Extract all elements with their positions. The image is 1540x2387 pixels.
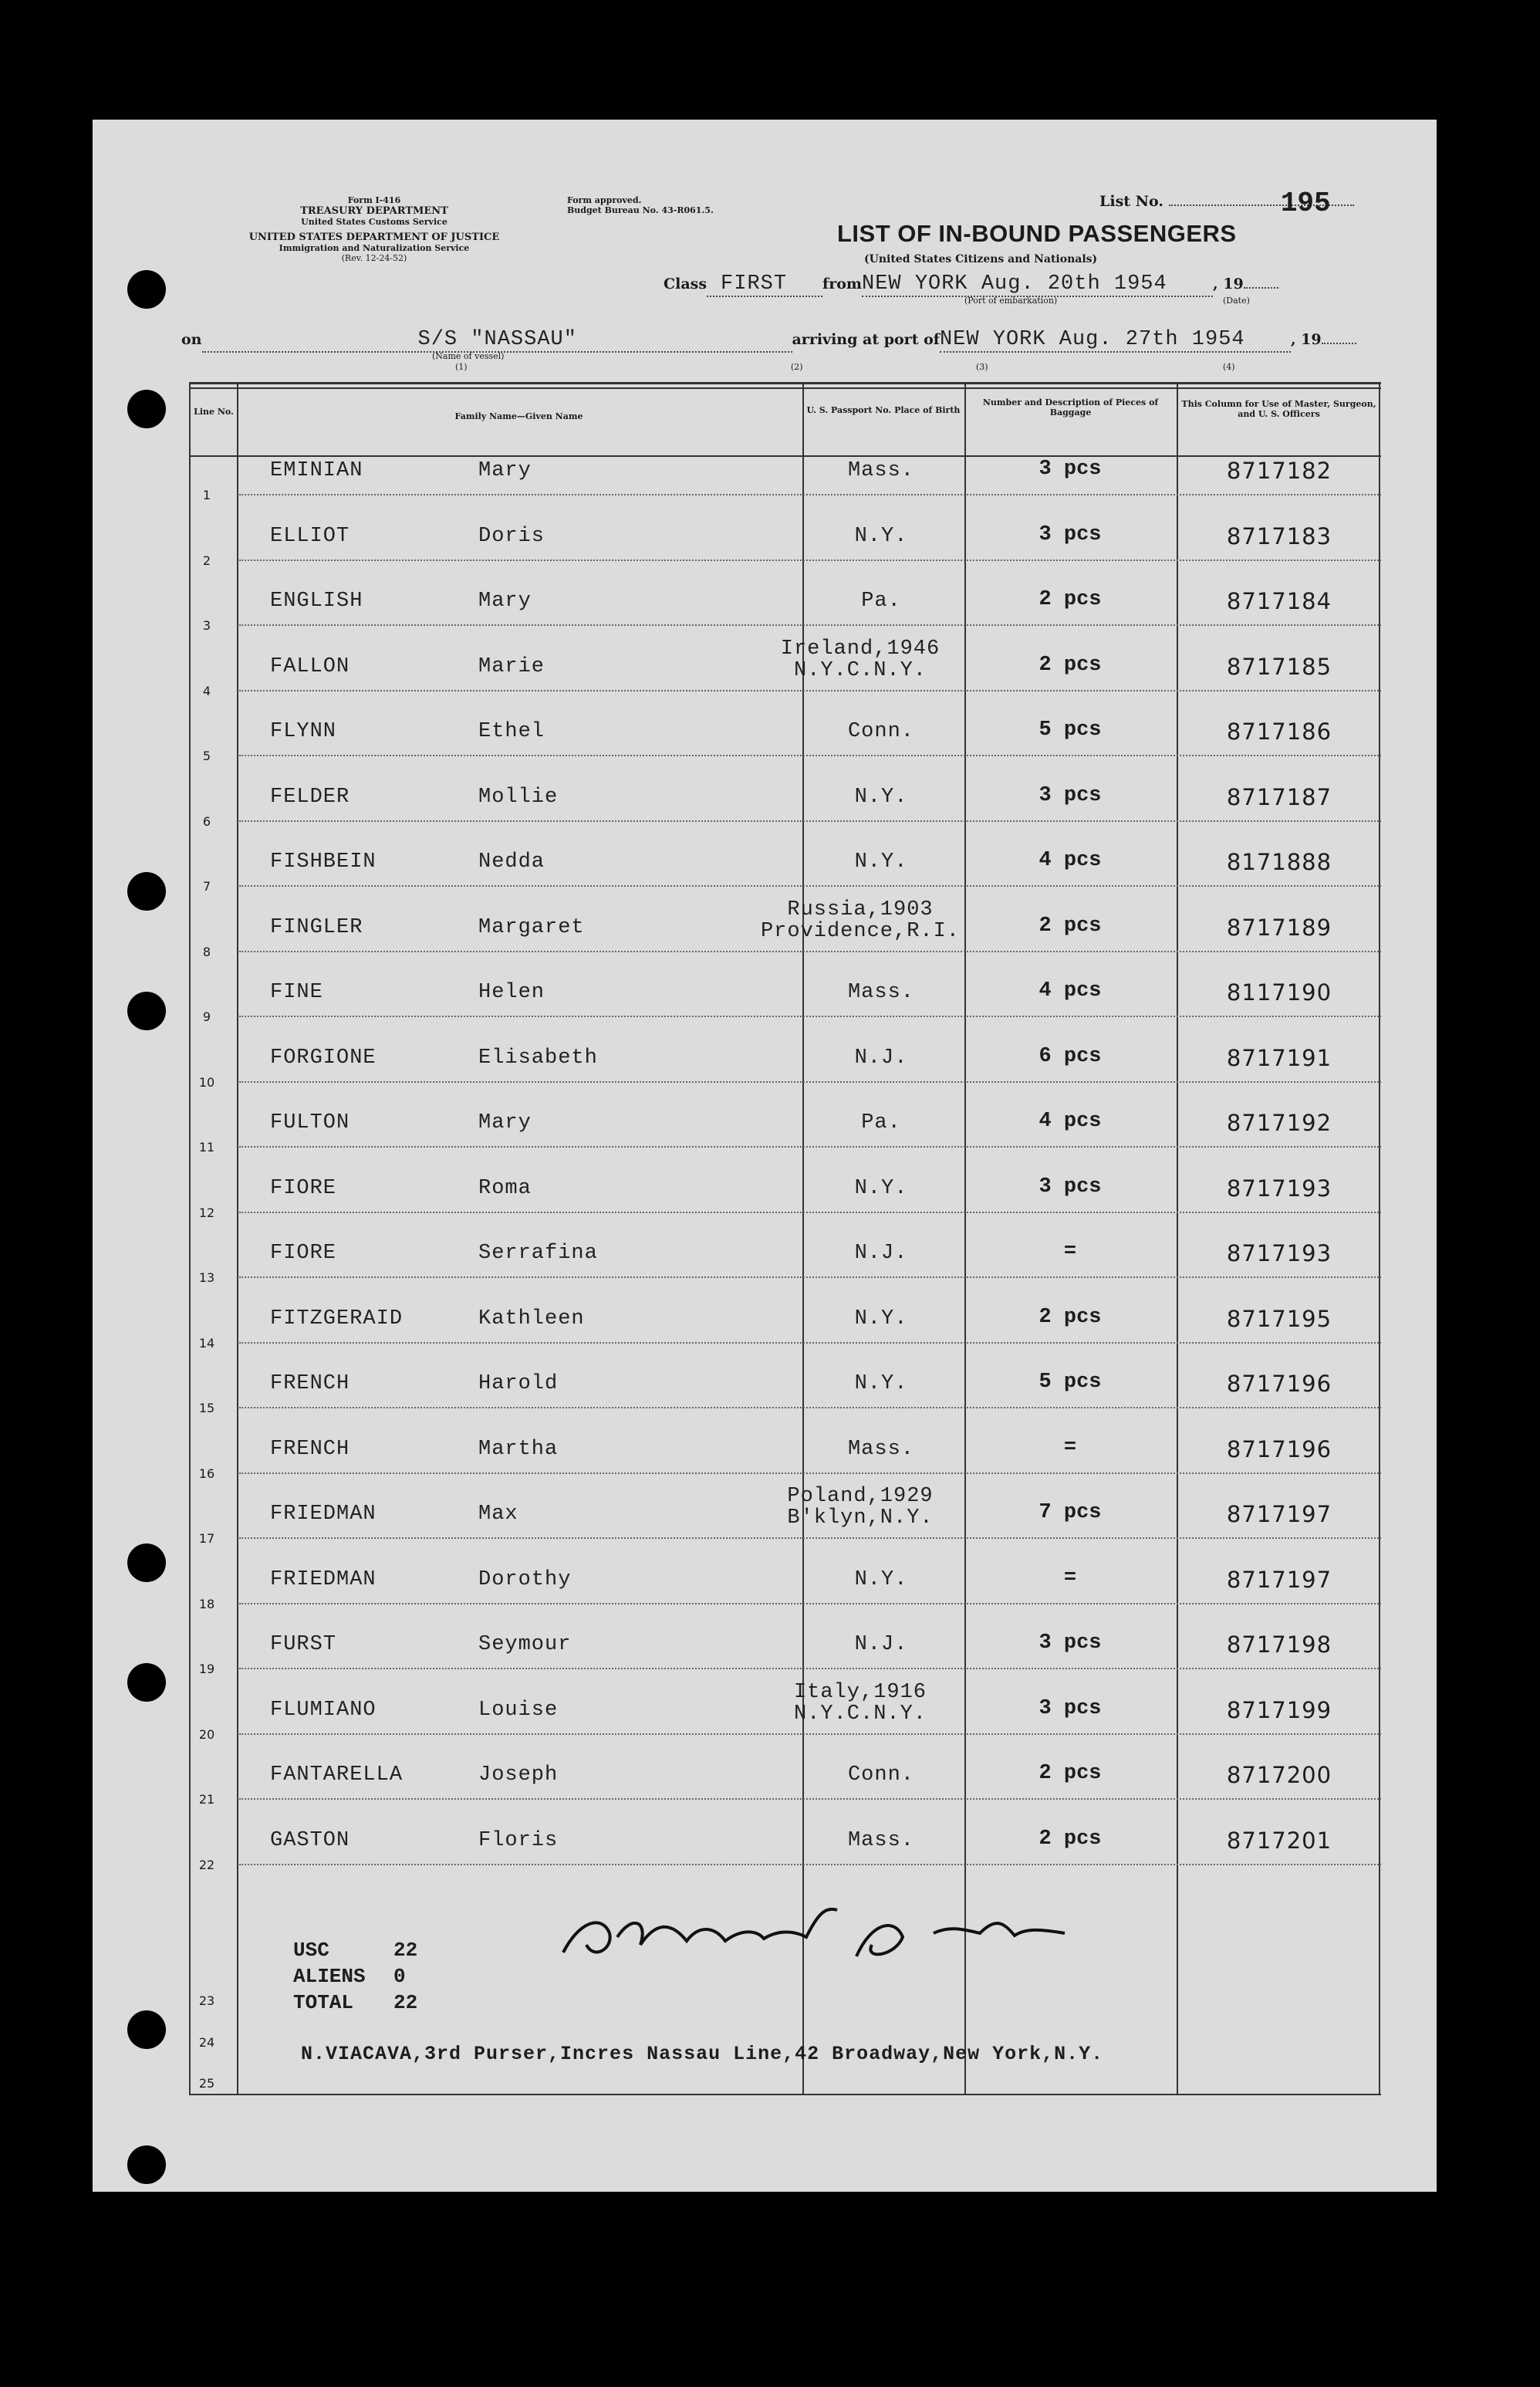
- family-name: ELLIOT: [270, 525, 350, 548]
- line-number: 1: [202, 488, 211, 502]
- table-row: [239, 1537, 1381, 1539]
- officer-number: 8717193: [1226, 1240, 1332, 1266]
- table-row: [239, 494, 1381, 495]
- totals-block: [293, 1937, 417, 2016]
- officer-number: 8717197: [1226, 1567, 1332, 1593]
- binder-hole: [127, 992, 166, 1030]
- col-header-officers: This Column for Use of Master, Surgeon, and U. S. Officers: [1181, 399, 1376, 419]
- baggage-count: =: [1063, 1240, 1077, 1263]
- baggage-count: =: [1063, 1436, 1077, 1459]
- line-number-23: 23: [198, 1993, 215, 2008]
- table-row: [239, 1212, 1381, 1213]
- family-name: FRIEDMAN: [270, 1568, 377, 1591]
- line-number-25: 25: [198, 2076, 215, 2091]
- line-number: 7: [202, 879, 211, 894]
- place-of-birth: N.Y.: [854, 1568, 908, 1591]
- place-of-birth: N.Y.: [854, 850, 908, 874]
- table-row: [239, 755, 1381, 756]
- line-number: 2: [202, 553, 211, 568]
- col-num-2: (2): [791, 362, 803, 372]
- line-number: 22: [198, 1858, 215, 1872]
- officer-number: 8717182: [1226, 458, 1332, 484]
- table-row: [239, 1342, 1381, 1344]
- line-number: 8: [202, 945, 211, 959]
- family-name: FINE: [270, 981, 323, 1004]
- table-row: [239, 1016, 1381, 1017]
- form-subtitle: (United States Citizens and Nationals): [864, 253, 1098, 265]
- given-name: Mollie: [478, 786, 559, 809]
- officer-number: 8171888: [1226, 849, 1332, 875]
- family-name: FANTARELLA: [270, 1763, 404, 1787]
- vessel-name: S/S "NASSAU": [417, 328, 577, 351]
- baggage-count: 7 pcs: [1038, 1501, 1102, 1524]
- table-row: [239, 885, 1381, 887]
- officer-number: 8717200: [1226, 1762, 1332, 1788]
- line-number: 12: [198, 1205, 215, 1220]
- officer-number: 8117190: [1226, 979, 1332, 1006]
- given-name: Doris: [478, 525, 545, 548]
- line-number: 18: [198, 1597, 215, 1611]
- given-name: Helen: [478, 981, 545, 1004]
- baggage-count: 2 pcs: [1038, 1762, 1102, 1785]
- place-of-birth: Italy,1916: [793, 1681, 927, 1704]
- place-of-birth-line-2: N.Y.C.N.Y.: [793, 659, 927, 682]
- table-row: [239, 820, 1381, 822]
- officer-number: 8717199: [1226, 1697, 1332, 1723]
- given-name: Ethel: [478, 720, 545, 743]
- place-of-birth: Russia,1903: [787, 898, 934, 921]
- on-label: on: [181, 331, 202, 348]
- binder-hole: [127, 270, 166, 309]
- officer-number: 8717187: [1226, 784, 1332, 810]
- place-of-birth: Mass.: [847, 981, 914, 1004]
- binder-hole: [127, 390, 166, 428]
- given-name: Seymour: [478, 1633, 572, 1656]
- place-of-birth: N.Y.: [854, 1372, 908, 1395]
- baggage-count: =: [1063, 1567, 1077, 1590]
- line-number: 11: [198, 1140, 215, 1155]
- baggage-count: 3 pcs: [1038, 458, 1102, 481]
- officer-number: 8717196: [1226, 1371, 1332, 1397]
- baggage-count: 2 pcs: [1038, 1306, 1102, 1329]
- col-num-3: (3): [976, 362, 988, 372]
- line-number: 9: [202, 1009, 211, 1024]
- given-name: Serrafina: [478, 1242, 598, 1265]
- place-of-birth: Conn.: [847, 1763, 914, 1787]
- line-number: 6: [202, 814, 211, 829]
- year-suffix: , 19: [1213, 276, 1244, 292]
- date-caption: (Date): [1223, 296, 1250, 306]
- place-of-birth: Mass.: [847, 1438, 914, 1461]
- family-name: FRENCH: [270, 1372, 350, 1395]
- family-name: FIORE: [270, 1177, 337, 1200]
- place-of-birth-line-2: N.Y.C.N.Y.: [793, 1702, 927, 1726]
- given-name: Nedda: [478, 850, 545, 874]
- line-number: 21: [198, 1792, 215, 1807]
- line-number: 4: [202, 684, 211, 698]
- from-value: NEW YORK Aug. 20th 1954: [862, 272, 1167, 296]
- form-title: LIST OF IN-BOUND PASSENGERS: [837, 220, 1237, 247]
- baggage-count: 4 pcs: [1038, 979, 1102, 1002]
- col-header-line-no: Line No.: [194, 407, 234, 417]
- given-name: Mary: [478, 1111, 532, 1134]
- family-name: FRIEDMAN: [270, 1503, 377, 1526]
- baggage-count: 4 pcs: [1038, 849, 1102, 872]
- given-name: Roma: [478, 1177, 532, 1200]
- form-info-block: [174, 195, 575, 263]
- table-row: [239, 1472, 1381, 1474]
- line-number: 5: [202, 749, 211, 763]
- usc-label: USC: [293, 1939, 329, 1962]
- ins-label: Immigration and Naturalization Service: [279, 243, 470, 253]
- arriving-value: NEW YORK Aug. 27th 1954: [939, 328, 1245, 351]
- aliens-label: ALIENS: [293, 1965, 366, 1988]
- table-row: [239, 951, 1381, 952]
- total-value: 22: [393, 1991, 418, 2014]
- given-name: Dorothy: [478, 1568, 572, 1591]
- table-row: [239, 1798, 1381, 1800]
- officer-number: 8717201: [1226, 1827, 1332, 1854]
- place-of-birth-line-2: B'klyn,N.Y.: [787, 1506, 934, 1530]
- place-of-birth: Ireland,1946: [780, 637, 941, 661]
- line-number: 10: [198, 1075, 215, 1090]
- officer-number: 8717198: [1226, 1631, 1332, 1658]
- family-name: GASTON: [270, 1829, 350, 1852]
- officer-number: 8717186: [1226, 718, 1332, 745]
- given-name: Kathleen: [478, 1307, 585, 1330]
- family-name: EMINIAN: [270, 459, 363, 482]
- table-row: [239, 1603, 1381, 1604]
- treasury-label: TREASURY DEPARTMENT: [300, 205, 448, 217]
- aliens-value: 0: [393, 1965, 406, 1988]
- table-row: [239, 1668, 1381, 1669]
- given-name: Mary: [478, 459, 532, 482]
- class-label: Class: [664, 276, 708, 292]
- table-row: [239, 1733, 1381, 1735]
- budget-bureau: Budget Bureau No. 43-R061.5.: [567, 205, 714, 215]
- binder-hole: [127, 1663, 166, 1702]
- officer-number: 8717185: [1226, 654, 1332, 680]
- given-name: Margaret: [478, 916, 585, 939]
- place-of-birth: N.Y.: [854, 786, 908, 809]
- family-name: FRENCH: [270, 1438, 350, 1461]
- place-of-birth: Mass.: [847, 459, 914, 482]
- class-from-line: [664, 272, 1278, 297]
- list-no-label: List No.: [1099, 193, 1163, 210]
- baggage-count: 3 pcs: [1038, 1175, 1102, 1199]
- binder-hole: [127, 2010, 166, 2049]
- baggage-count: 6 pcs: [1038, 1045, 1102, 1068]
- family-name: FINGLER: [270, 916, 363, 939]
- col-header-passport: U. S. Passport No. Place of Birth: [806, 405, 961, 415]
- revision-label: (Rev. 12-24-52): [341, 253, 407, 263]
- vessel-line: [181, 328, 1356, 353]
- justice-label: UNITED STATES DEPARTMENT OF JUSTICE: [248, 232, 500, 243]
- family-name: FELDER: [270, 786, 350, 809]
- table-row: [239, 1081, 1381, 1083]
- place-of-birth: Pa.: [861, 1111, 901, 1134]
- table-row: [239, 690, 1381, 691]
- given-name: Marie: [478, 655, 545, 678]
- given-name: Martha: [478, 1438, 559, 1461]
- place-of-birth: N.Y.: [854, 1307, 908, 1330]
- table-row: [239, 1146, 1381, 1148]
- officer-signature: [532, 1891, 1227, 1976]
- baggage-count: 3 pcs: [1038, 523, 1102, 546]
- form-approved: Form approved.: [567, 195, 642, 205]
- total-label: TOTAL: [293, 1991, 354, 2014]
- officer-number: 8717189: [1226, 915, 1332, 941]
- place-of-birth: N.J.: [854, 1633, 908, 1656]
- col-num-4: (4): [1223, 362, 1235, 372]
- approval-block: [567, 195, 714, 215]
- place-of-birth: N.J.: [854, 1242, 908, 1265]
- table-row: [239, 624, 1381, 626]
- form-page: [93, 120, 1437, 2192]
- col-header-baggage: Number and Description of Pieces of Baggage: [982, 397, 1159, 418]
- officer-number: 8717183: [1226, 523, 1332, 549]
- baggage-count: 2 pcs: [1038, 654, 1102, 677]
- officer-number: 8717196: [1226, 1436, 1332, 1462]
- line-number-24: 24: [198, 2035, 215, 2050]
- vessel-caption: (Name of vessel): [432, 351, 505, 361]
- place-of-birth: N.J.: [854, 1046, 908, 1070]
- family-name: FLYNN: [270, 720, 337, 743]
- place-of-birth-line-2: Providence,R.I.: [760, 920, 961, 943]
- place-of-birth: N.Y.: [854, 525, 908, 548]
- binder-hole: [127, 872, 166, 911]
- officer-number: 8717197: [1226, 1501, 1332, 1527]
- given-name: Floris: [478, 1829, 559, 1852]
- binder-hole: [127, 1543, 166, 1582]
- usc-value: 22: [393, 1939, 418, 1962]
- given-name: Max: [478, 1503, 518, 1526]
- class-value: FIRST: [721, 272, 788, 296]
- place-of-birth: Mass.: [847, 1829, 914, 1852]
- line-number: 17: [198, 1531, 215, 1546]
- family-name: FALLON: [270, 655, 350, 678]
- arriving-label: arriving at port of: [792, 331, 940, 348]
- baggage-count: 5 pcs: [1038, 718, 1102, 742]
- line-number: 3: [202, 618, 211, 633]
- baggage-count: 5 pcs: [1038, 1371, 1102, 1394]
- year-suffix-2: , 19: [1290, 331, 1322, 348]
- officer-number: 8717191: [1226, 1045, 1332, 1071]
- list-number-field: [1099, 188, 1354, 219]
- line-number: 16: [198, 1466, 215, 1481]
- binder-hole: [127, 2145, 166, 2184]
- given-name: Mary: [478, 590, 532, 613]
- list-number-value: 195: [1280, 188, 1331, 219]
- col-header-name: Family Name—Given Name: [454, 411, 583, 421]
- given-name: Harold: [478, 1372, 559, 1395]
- place-of-birth: Poland,1929: [787, 1485, 934, 1508]
- given-name: Elisabeth: [478, 1046, 598, 1070]
- family-name: ENGLISH: [270, 590, 363, 613]
- family-name: FORGIONE: [270, 1046, 377, 1070]
- baggage-count: 2 pcs: [1038, 1827, 1102, 1851]
- line-number: 19: [198, 1662, 215, 1676]
- family-name: FITZGERAID: [270, 1307, 404, 1330]
- given-name: Joseph: [478, 1763, 559, 1787]
- officer-number: 8717192: [1226, 1110, 1332, 1136]
- from-label: from: [822, 276, 863, 292]
- line-number: 20: [198, 1727, 215, 1742]
- officer-number: 8717184: [1226, 588, 1332, 614]
- family-name: FIORE: [270, 1242, 337, 1265]
- table-row: [239, 1407, 1381, 1408]
- line-number: 13: [198, 1270, 215, 1285]
- family-name: FLUMIANO: [270, 1699, 377, 1722]
- given-name: Louise: [478, 1699, 559, 1722]
- family-name: FURST: [270, 1633, 337, 1656]
- baggage-count: 4 pcs: [1038, 1110, 1102, 1133]
- place-of-birth: Pa.: [861, 590, 901, 613]
- place-of-birth: Conn.: [847, 720, 914, 743]
- port-embark-caption: (Port of embarkation): [964, 296, 1058, 306]
- officer-number: 8717193: [1226, 1175, 1332, 1202]
- baggage-count: 3 pcs: [1038, 1697, 1102, 1720]
- baggage-count: 2 pcs: [1038, 915, 1102, 938]
- col-num-1: (1): [455, 362, 468, 372]
- place-of-birth: N.Y.: [854, 1177, 908, 1200]
- family-name: FISHBEIN: [270, 850, 377, 874]
- family-name: FULTON: [270, 1111, 350, 1134]
- customs-label: United States Customs Service: [301, 217, 447, 227]
- baggage-count: 3 pcs: [1038, 784, 1102, 807]
- table-row: [239, 560, 1381, 561]
- form-number: Form I-416: [347, 195, 401, 205]
- table-row: [239, 1864, 1381, 1865]
- line-number: 14: [198, 1336, 215, 1351]
- purser-line: N.VIACAVA,3rd Purser,Incres Nassau Line,42 Broadway,New York,N.Y.: [301, 2043, 1104, 2065]
- baggage-count: 2 pcs: [1038, 588, 1102, 611]
- table-row: [239, 1276, 1381, 1278]
- line-number: 15: [198, 1401, 215, 1415]
- baggage-count: 3 pcs: [1038, 1631, 1102, 1655]
- officer-number: 8717195: [1226, 1306, 1332, 1332]
